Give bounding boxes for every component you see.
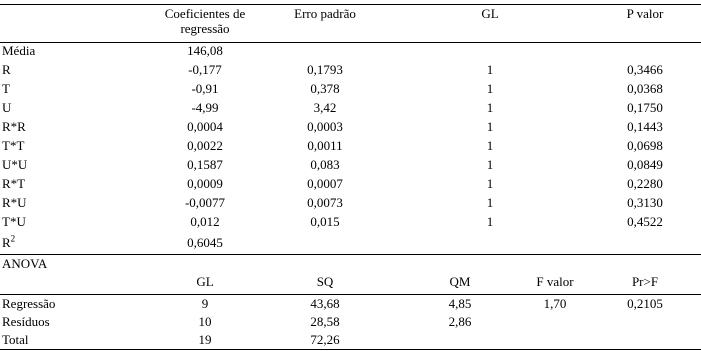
anova-cell-pr (600, 331, 690, 349)
anova-header-fvalor: F valor (536, 274, 574, 289)
table-row (0, 118, 701, 136)
anova-cell-qm: 4,85 (448, 296, 472, 311)
cell-erro: 0,0003 (307, 119, 343, 134)
cell-p: 0,3130 (627, 195, 663, 210)
cell-coef: 0,0022 (187, 138, 223, 153)
table-row (0, 175, 701, 193)
anova-row (0, 295, 701, 313)
anova-cell-gl: 10 (198, 314, 212, 329)
cell-p: 0,0849 (627, 157, 663, 172)
cell-gl: 1 (486, 138, 494, 153)
table-row (0, 156, 701, 174)
cell-p: 0,1443 (627, 119, 663, 134)
cell-erro (265, 42, 385, 60)
header-erro: Erro padrão (294, 6, 356, 21)
anova-cell-source: Total (2, 332, 29, 347)
cell-coef: 146,08 (187, 43, 223, 58)
anova-cell-sq: 28,58 (310, 314, 340, 329)
cell-gl: 1 (486, 157, 494, 172)
header-coef (140, 6, 270, 36)
cell-erro: 0,0007 (307, 176, 343, 191)
header-coef-line1: Coeficientes de (164, 6, 246, 21)
cell-gl: 1 (486, 62, 494, 77)
cell-p: 0,0698 (627, 138, 663, 153)
cell-coef: 0,012 (190, 214, 220, 229)
anova-cell-f (510, 313, 600, 331)
cell-erro: 0,083 (310, 157, 340, 172)
anova-cell-gl: 9 (201, 296, 209, 311)
anova-header-pr: Pr>F (631, 274, 659, 289)
anova-cell-pr (600, 313, 690, 331)
table-top-rule (0, 4, 701, 5)
table-row (0, 99, 701, 117)
cell-coef: 0,1587 (187, 157, 223, 172)
cell-p: 0,4522 (627, 214, 663, 229)
anova-cell-sq: 72,26 (310, 332, 340, 347)
anova-cell-qm (420, 331, 500, 349)
anova-cell-source: Regressão (2, 296, 56, 311)
cell-gl: 1 (486, 176, 494, 191)
cell-term: T (2, 81, 10, 96)
cell-erro: 0,0011 (307, 138, 343, 153)
cell-p: 0,1750 (627, 100, 663, 115)
cell-term: R*R (2, 119, 26, 134)
header-gl: GL (481, 6, 499, 21)
cell-term: Média (2, 43, 36, 58)
cell-p: 0,2280 (627, 176, 663, 191)
cell-term: U (2, 100, 12, 115)
cell-coef: 0,0009 (187, 176, 223, 191)
r2-term-base: R (2, 235, 11, 250)
table-row (0, 194, 701, 212)
cell-term: R*T (2, 176, 26, 191)
cell-gl (450, 42, 530, 60)
cell-coef: -0,177 (188, 62, 222, 77)
cell-erro: 3,42 (313, 100, 337, 115)
table-row (0, 42, 701, 60)
cell-coef: 0,0004 (187, 119, 223, 134)
cell-coef: -0,0077 (184, 195, 226, 210)
anova-title-row (0, 255, 701, 273)
r2-term-sup: 2 (10, 233, 16, 244)
cell-erro: 0,1793 (307, 62, 343, 77)
cell-gl: 1 (486, 81, 494, 96)
cell-erro: 0,015 (310, 214, 340, 229)
anova-cell-source: Resíduos (2, 314, 50, 329)
anova-row (0, 313, 701, 331)
table-row (0, 137, 701, 155)
header-coef-line2: regressão (180, 21, 230, 36)
anova-header-sq: SQ (316, 274, 334, 289)
cell-gl: 1 (486, 214, 494, 229)
r2-term (2, 234, 82, 252)
r2-coef: 0,6045 (187, 235, 223, 250)
header-pvalor: P valor (626, 6, 664, 21)
anova-cell-sq: 43,68 (310, 296, 340, 311)
cell-gl: 1 (486, 100, 494, 115)
anova-header (0, 273, 701, 291)
cell-term: R (2, 62, 11, 77)
cell-erro: 0,378 (310, 81, 340, 96)
anova-cell-qm: 2,86 (448, 314, 472, 329)
anova-row (0, 331, 701, 349)
cell-gl: 1 (486, 195, 494, 210)
cell-gl: 1 (486, 119, 494, 134)
cell-coef: -0,91 (191, 81, 219, 96)
anova-title: ANOVA (2, 256, 48, 271)
cell-p: 0,0368 (627, 81, 663, 96)
table-row (0, 213, 701, 231)
anova-cell-f: 1,70 (543, 296, 567, 311)
anova-header-qm: QM (449, 274, 471, 289)
cell-p: 0,3466 (627, 62, 663, 77)
cell-p (600, 42, 690, 60)
anova-cell-f (510, 331, 600, 349)
cell-term: T*U (2, 214, 26, 229)
anova-header-gl: GL (196, 274, 214, 289)
cell-erro: 0,0073 (307, 195, 343, 210)
table-bottom-rule (0, 349, 701, 350)
r2-row (0, 234, 701, 252)
anova-cell-gl: 19 (198, 332, 212, 347)
anova-cell-pr: 0,2105 (627, 296, 663, 311)
cell-term: U*U (2, 157, 28, 172)
cell-term: T*T (2, 138, 25, 153)
table-row (0, 61, 701, 79)
cell-coef: -4,99 (191, 100, 219, 115)
table-row (0, 80, 701, 98)
cell-term: R*U (2, 195, 27, 210)
